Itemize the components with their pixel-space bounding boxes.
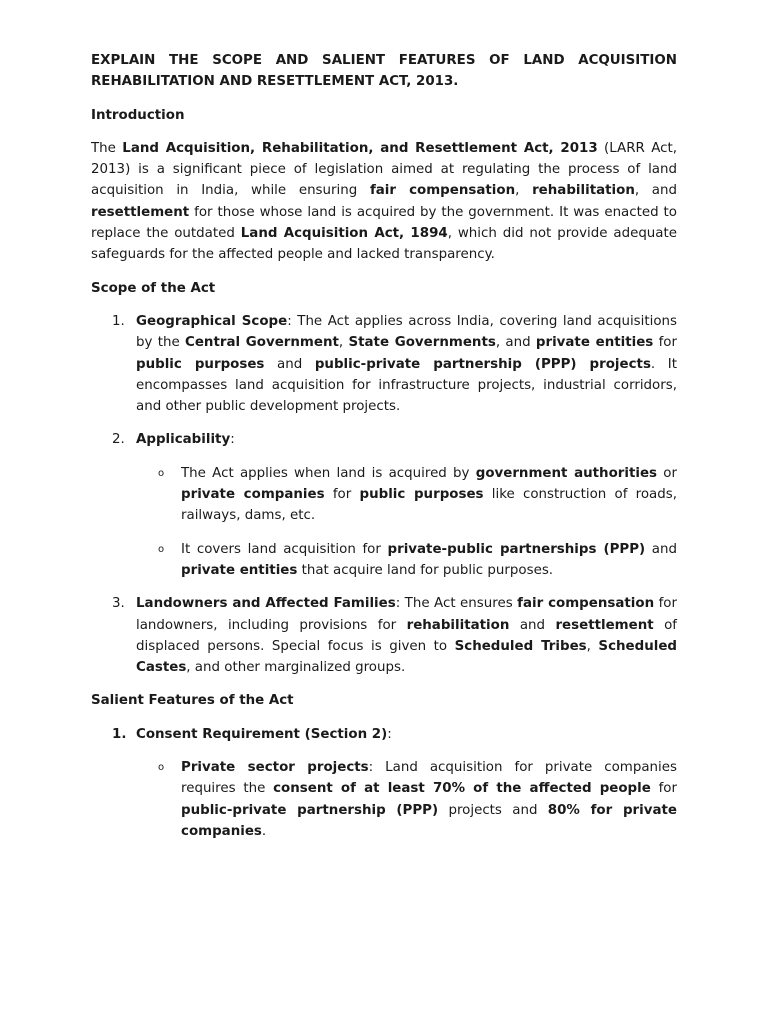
applicability-bullet-1: [91, 463, 677, 527]
scope-item-landowners: [91, 593, 677, 678]
list-number: 1.: [112, 726, 127, 742]
list-number: 3.: [112, 596, 125, 612]
applicability-bullet-2: [91, 539, 677, 582]
consent-bullet-1: [91, 757, 677, 842]
list-number: 2.: [112, 432, 125, 448]
list-item-text: Applicability:: [136, 432, 235, 448]
document-body: [91, 50, 677, 854]
list-item-text: Geographical Scope: The Act applies across India, covering land acquisitions by the Central Government, State Governments, and private entities for public purposes and public-private partnership (PPP) projects. It encompasses land acquisition for infrastructure projects, industrial corridors, and other public development projects.: [136, 313, 678, 415]
scope-heading: Scope of the Act: [91, 280, 216, 296]
bullet-text: The Act applies when land is acquired by government authorities or private companies for public purposes like construction of roads, railways, dams, etc.: [181, 465, 677, 524]
bullet-icon: o: [158, 467, 165, 479]
scope-item-applicability: [91, 429, 677, 450]
document-title: EXPLAIN THE SCOPE AND SALIENT FEATURES OF LAND ACQUISITION REHABILITATION AND RESETTLEMENT ACT, 2013.: [91, 53, 677, 90]
scope-item-geographical: [91, 311, 677, 417]
list-item-text: Consent Requirement (Section 2):: [136, 726, 392, 742]
features-heading: Salient Features of the Act: [91, 693, 294, 709]
list-item-text: Landowners and Affected Families: The Act ensures fair compensation for landowners, including provisions for rehabilitation and resettlement of displaced persons. Special focus is given to Scheduled Tribes, Scheduled Castes, and other marginalized groups.: [136, 596, 677, 676]
bullet-text: Private sector projects: Land acquisition for private companies requires the consent of at least 70% of the affected people for public-private partnership (PPP) projects and 80% for private companies.: [181, 760, 678, 839]
bullet-text: It covers land acquisition for private-public partnerships (PPP) and private entities that acquire land for public purposes.: [181, 541, 677, 578]
features-item-consent: [91, 724, 677, 745]
list-number: 1.: [112, 313, 125, 329]
bullet-icon: o: [158, 543, 165, 555]
bullet-icon: o: [158, 762, 165, 774]
intro-paragraph: The Land Acquisition, Rehabilitation, and Resettlement Act, 2013 (LARR Act, 2013) is a significant piece of legislation aimed at regulating the process of land acquisition in India, while ensuring fair compensation, rehabilitation, and resettlement for those whose land is acquired by the government. It was enacted to replace the outdated Land Acquisition Act, 1894, which did not provide adequate safeguards for the affected people and lacked transparency.: [91, 140, 678, 263]
intro-heading: Introduction: [91, 107, 185, 123]
